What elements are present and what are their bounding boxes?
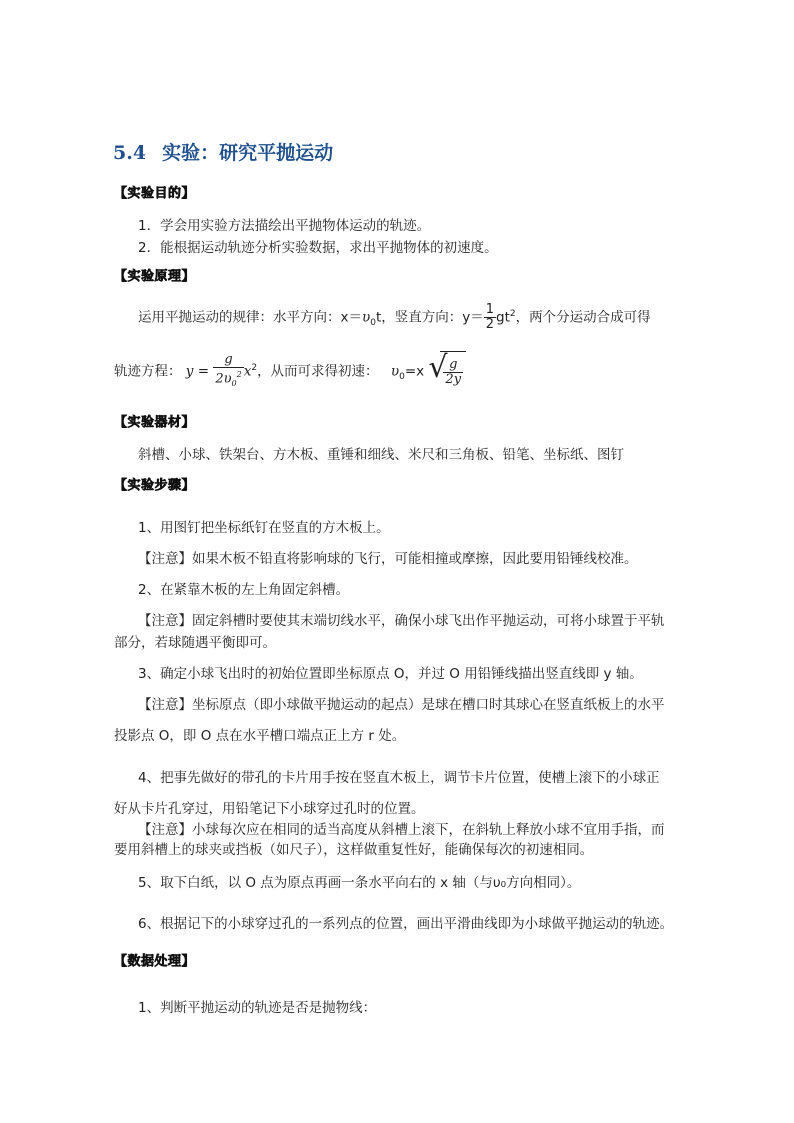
principle-text: t，竖直方向：y＝ [375,309,484,326]
subscript: 0 [231,378,237,388]
step-2: 2、在紧靠木板的左上角固定斜槽。 [138,582,350,598]
fraction-denominator: 2y [445,372,462,387]
x-variable: x [243,363,252,380]
superscript: 2 [509,309,516,319]
fraction-denominator: 2 [485,317,495,332]
equation-fraction [213,353,243,391]
fraction-numerator: g [443,358,463,373]
subscript: 0 [399,372,405,383]
step-4-line-1: 4、把事先做好的带孔的卡片用手按在竖直木板上，调节卡片位置，使槽上滚下的小球正 [138,770,660,786]
materials-list: 斜槽、小球、铁架台、方木板、重锤和细线、米尺和三角板、铅笔、坐标纸、图钉 [138,447,624,463]
step-4-line-2: 好从卡片孔穿过，用铅笔记下小球穿过孔时的位置。 [114,801,425,817]
fraction-numerator: g [213,353,243,368]
note-1: 【注意】如果木板不铅直将影响球的飞行，可能相撞或摩擦，因此要用铅锤线校准。 [138,551,638,567]
note-2-line-2: 部分，若球随遇平衡即可。 [114,635,276,651]
superscript: 2 [236,369,242,379]
note-3-line-2: 投影点 O，即 O 点在水平槽口端点正上方 r 处。 [114,728,406,744]
data-item-1: 1、判断平抛运动的轨迹是否是抛物线： [138,1000,377,1016]
radical-sign: √ [428,349,448,385]
principle-line-1 [138,296,651,341]
title-text: 实验：研究平抛运动 [162,142,334,164]
principle-text: 轨迹方程： [114,363,182,380]
step-1: 1、用图钉把坐标纸钉在竖直的方木板上。 [138,520,390,536]
subscript: 0 [370,318,376,329]
section-number: 5.4 [113,142,147,164]
den-text: 2υ [215,370,232,386]
note-4-line-2: 要用斜槽上的球夹或挡板（如尺子），这样做重复性好，能确保每次的初速相同。 [114,842,594,858]
section-heading-steps: 【实验步骤】 [114,478,196,493]
equation-text: =x [404,363,425,380]
fraction-half [484,303,496,332]
square-root [428,351,466,393]
equation-lhs: y = [185,363,210,380]
purpose-item-2: 2．能根据运动轨迹分析实验数据，求出平抛物体的初速度。 [138,240,498,256]
principle-line-2: 轨迹方程： y = $\frac{g}{2\upsilon_0^2}$ $x^2$，从而可求得初速： $\upsilon_0=x$ √ $\frac{g}{2y}$ [114,348,466,397]
section-heading-purpose: 【实验目的】 [114,186,196,201]
fraction-denominator [213,368,243,391]
step-5: 5、取下白纸，以 O 点为原点再画一条水平向右的 x 轴（与υ₀方向相同）。 [138,875,581,891]
section-heading-materials: 【实验器材】 [114,415,196,430]
principle-text: gt [496,309,510,326]
purpose-item-1: 1．学会用实验方法描绘出平抛物体运动的轨迹。 [138,218,431,234]
principle-text: 运用平抛运动的规律：水平方向：x＝ [138,309,362,326]
principle-text: ，两个分运动合成可得 [515,309,651,326]
page-title [113,138,333,165]
note-2-line-1: 【注意】固定斜槽时要使其末端切线水平，确保小球飞出作平抛运动，可将小球置于平轨 [138,613,665,629]
note-4-line-1: 【注意】小球每次应在相同的适当高度从斜槽上滚下，在斜轨上释放小球不宜用手指，而 [138,822,665,838]
step-3: 3、确定小球飞出时的初始位置即坐标原点 O，并过 O 用铅锤线描出竖直线即 y 轴。 [138,666,643,682]
note-3-line-1: 【注意】坐标原点（即小球做平抛运动的起点）是球在槽口时其球心在竖直纸板上的水平 [138,697,665,713]
section-heading-data: 【数据处理】 [114,954,196,969]
principle-text: ，从而可求得初速： [257,363,379,380]
velocity-symbol: υ [390,363,400,380]
fraction-numerator: 1 [485,302,495,317]
step-6: 6、根据记下的小球穿过孔的一系列点的位置，画出平滑曲线即为小球做平抛运动的轨迹。 [138,916,674,932]
velocity-symbol: υ [362,309,371,326]
section-heading-principle: 【实验原理】 [114,269,196,284]
